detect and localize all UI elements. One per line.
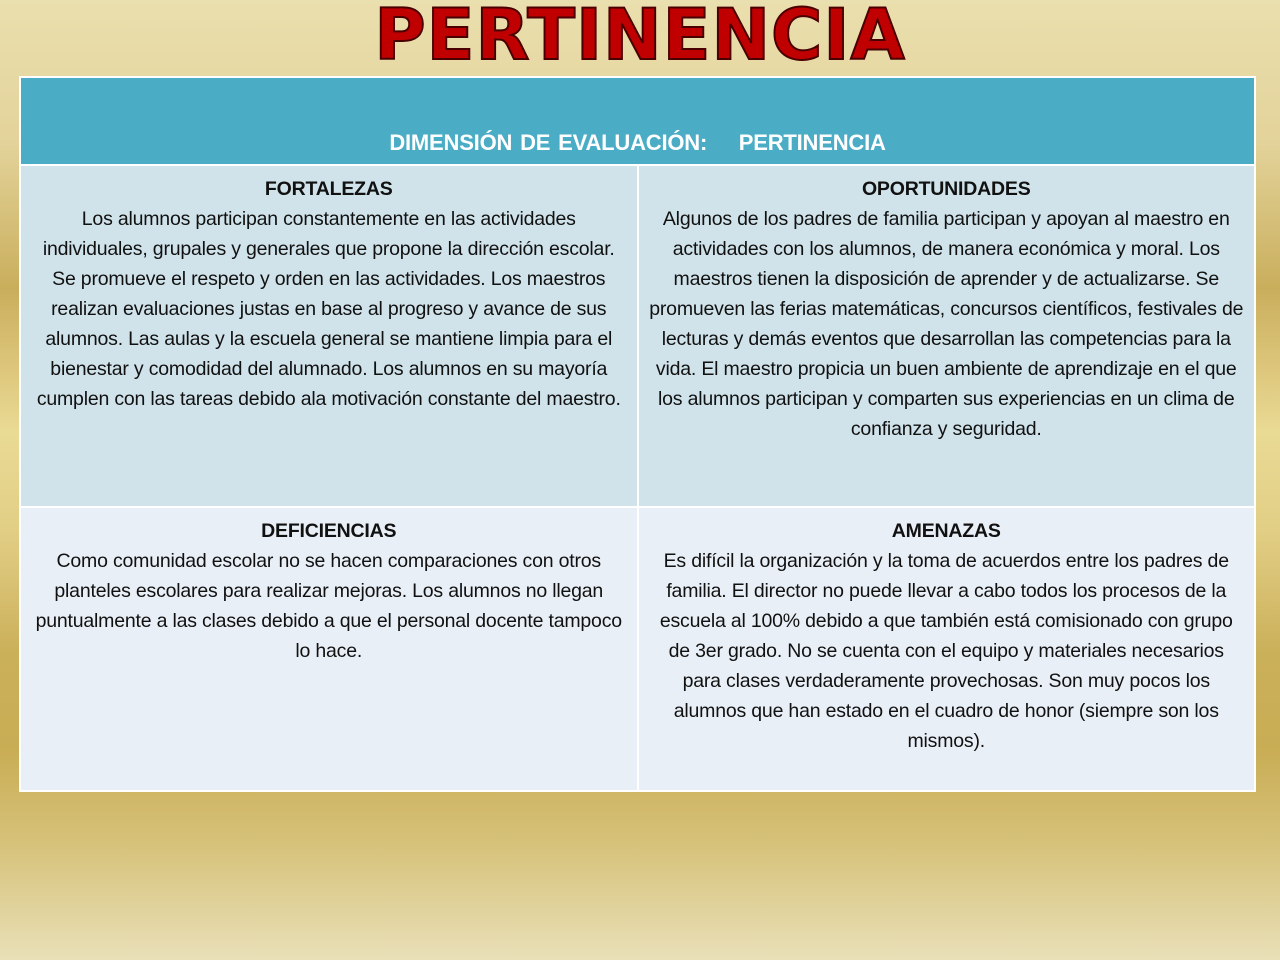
cell-fortalezas <box>20 165 638 507</box>
cell-heading: AMENAZAS <box>891 520 1001 542</box>
cell-deficiencias <box>20 507 638 791</box>
slide-title: PERTINENCIA <box>374 0 906 76</box>
cell-heading: FORTALEZAS <box>264 178 393 200</box>
cell-text: Los alumnos participan constantemente en las actividades individuales, grupales y generales que propone la dirección escolar. Se promueve el respeto y orden en las actividades. Los maestros realizan evaluaciones justas en base al progreso y avance de sus alumnos. Las aulas y la escuela general se mantiene limpia para el bienestar y comodidad del alumnado. Los alumnos en su mayoría cumplen con las tareas debido ala motivación constante del maestro. <box>36 208 621 410</box>
evaluation-table <box>19 76 1256 792</box>
cell-text: Es difícil la organización y la toma de acuerdos entre los padres de familia. El director no puede llevar a cabo todos los procesos de la escuela al 100% debido a que también está comisionado con grupo de 3er grado. No se cuenta con el equipo y materiales necesarios para clases verdaderamente provechosas. Son muy pocos los alumnos que han estado en el cuadro de honor (siempre son los mismos). <box>659 550 1233 752</box>
cell-oportunidades <box>638 165 1256 507</box>
cell-text: Algunos de los padres de familia participan y apoyan al maestro en actividades con los alumnos, de manera económica y moral. Los maestros tienen la disposición de aprender y de actualizarse. Se promueven las ferias matemáticas, concursos científicos, festivales de lecturas y demás eventos que desarrollan las competencias para la vida. El maestro propicia un buen ambiente de aprendizaje en el que los alumnos participan y comparten sus experiencias en un clima de confianza y seguridad. <box>649 208 1244 440</box>
cell-amenazas <box>638 507 1256 791</box>
cell-heading: OPORTUNIDADES <box>861 178 1031 200</box>
cell-heading: DEFICIENCIAS <box>261 520 397 542</box>
table-header: DIMENSIÓN DE EVALUACIÓN: PERTINENCIA <box>20 77 1255 165</box>
cell-text: Como comunidad escolar no se hacen comparaciones con otros planteles escolares para realizar mejoras. Los alumnos no llegan puntualmente a las clases debido a que el personal docente tampoco lo hace. <box>35 550 622 662</box>
